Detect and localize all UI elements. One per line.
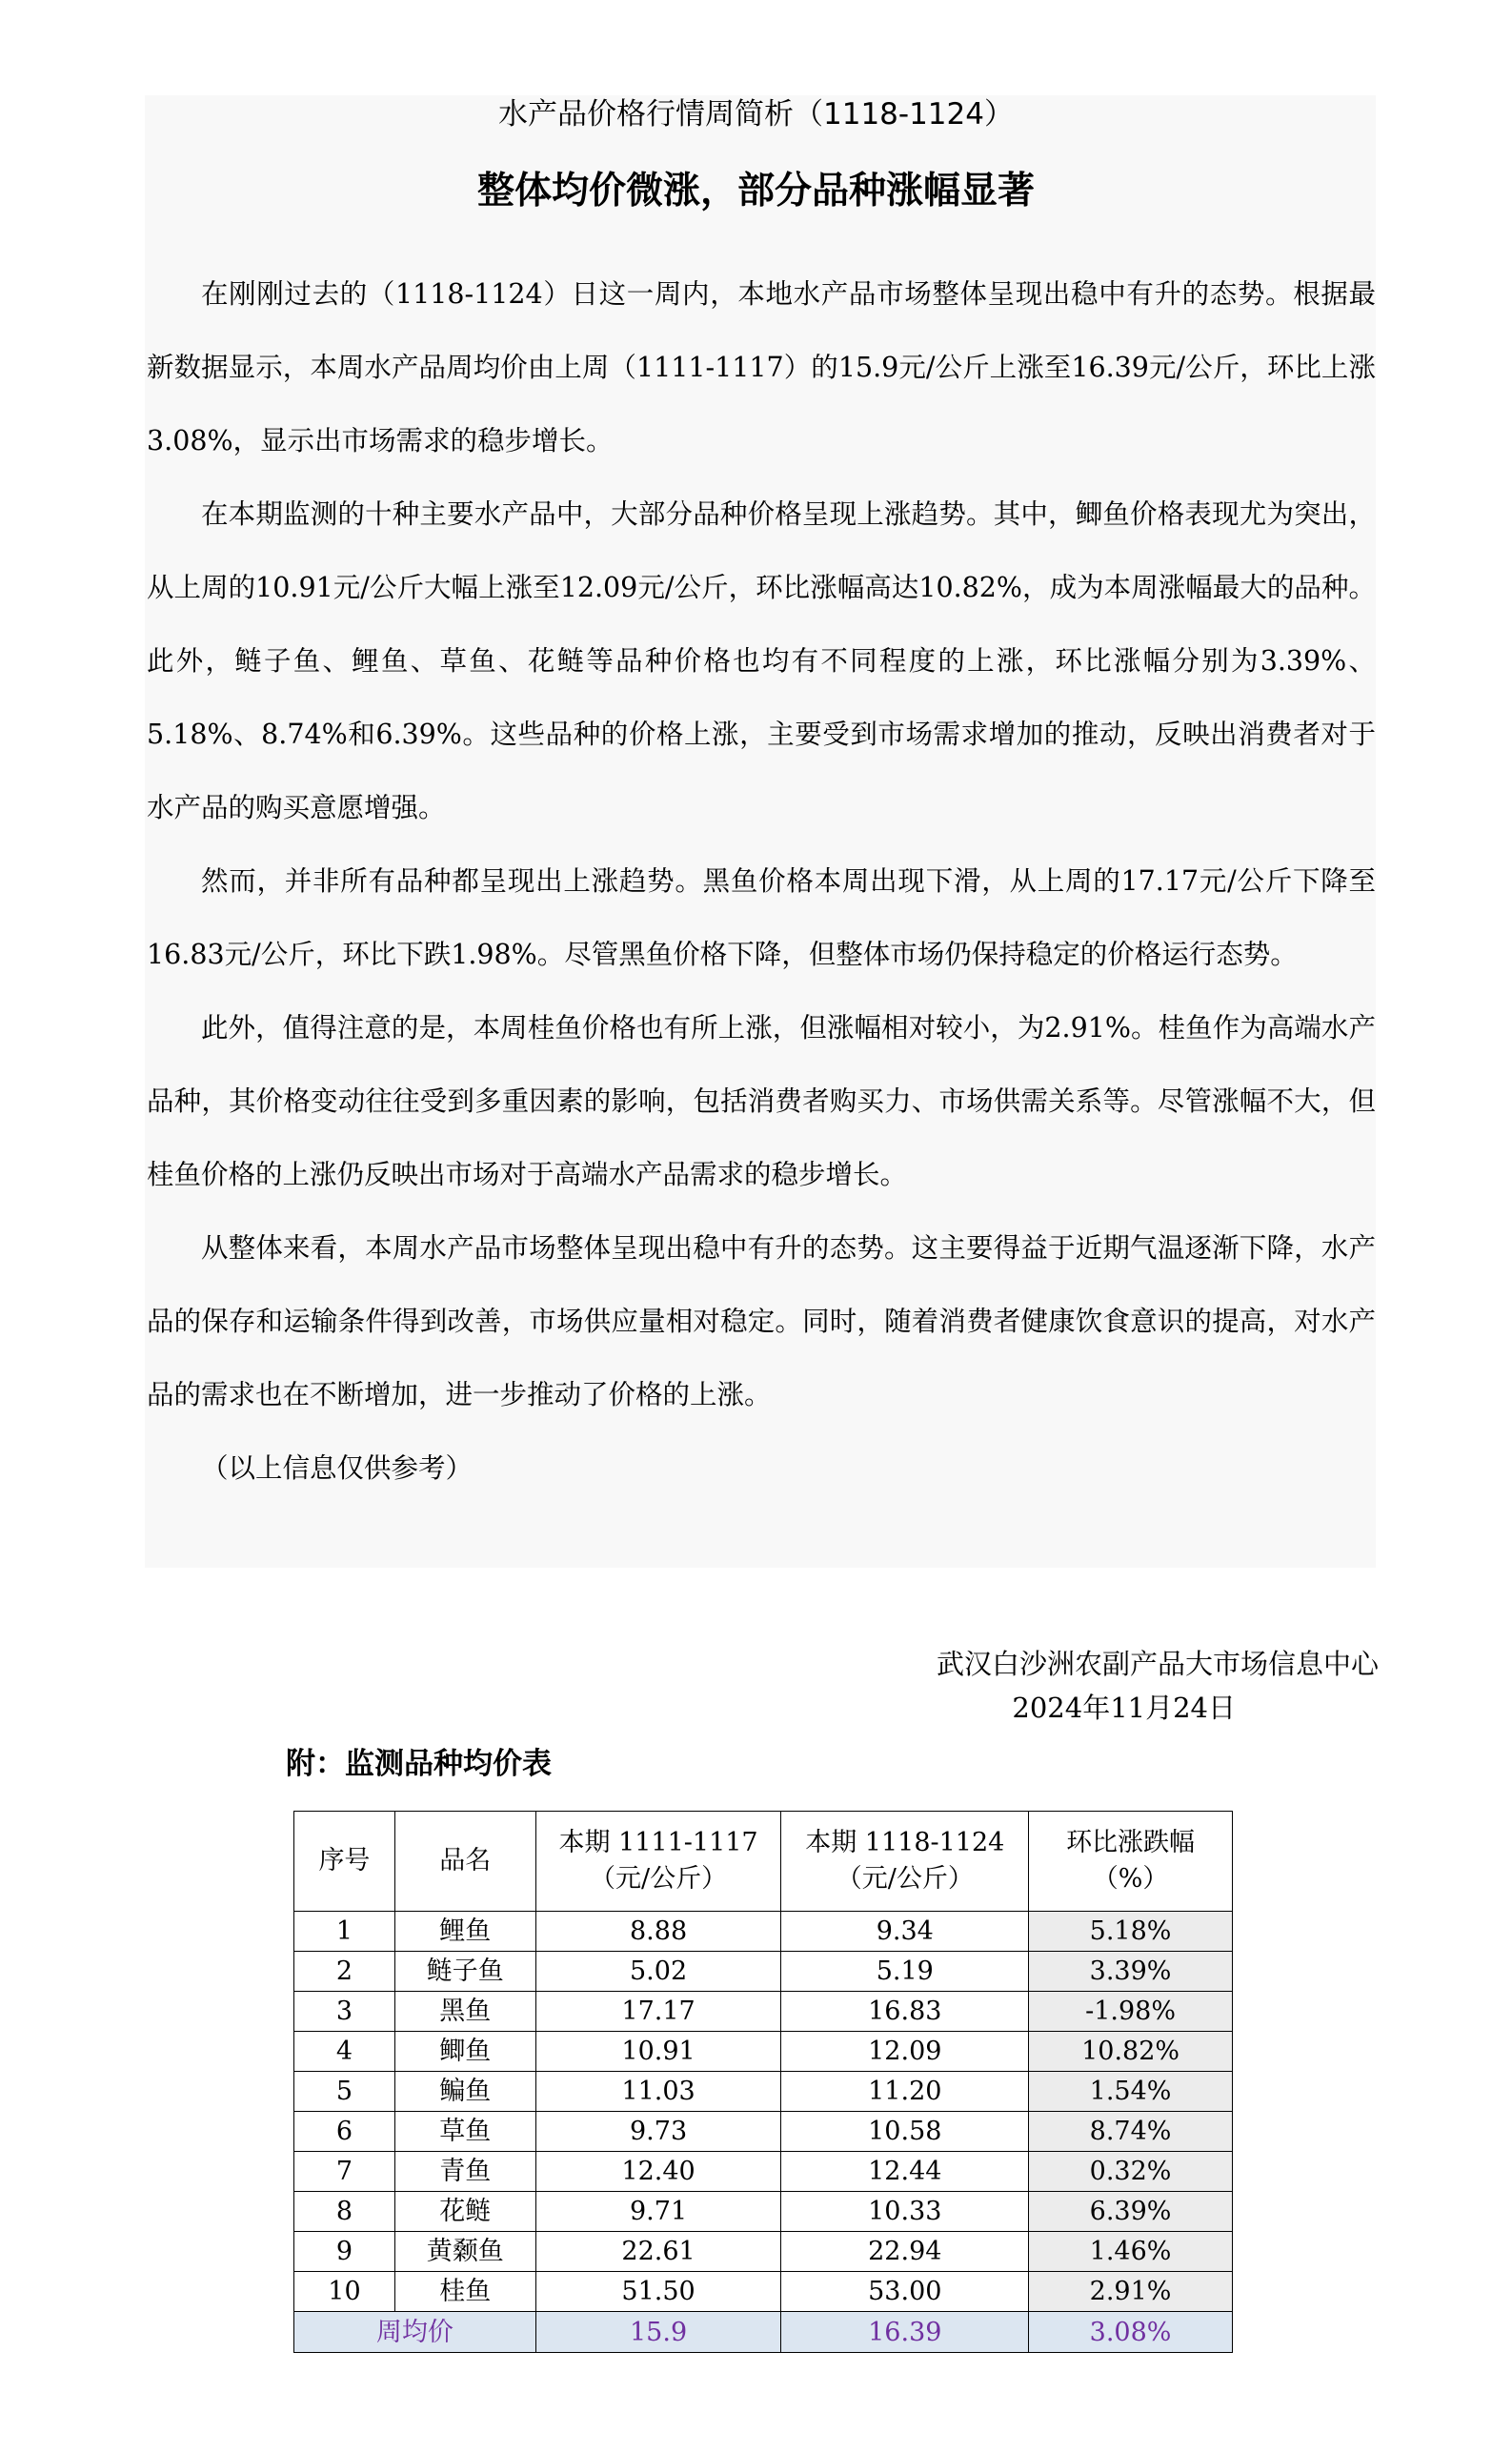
header-change-label: 环比涨跌幅 — [1066, 1828, 1196, 1857]
cell-curr: 22.94 — [781, 2232, 1029, 2272]
cell-curr: 10.33 — [781, 2192, 1029, 2232]
cell-change: 6.39% — [1029, 2192, 1233, 2232]
header-prev-price — [535, 1812, 781, 1912]
report-subtitle: 整体均价微涨，部分品种涨幅显著 — [476, 170, 1035, 213]
cell-curr: 16.83 — [781, 1992, 1029, 2032]
cell-index: 9 — [294, 2232, 395, 2272]
cell-change: 1.54% — [1029, 2072, 1233, 2112]
header-change — [1029, 1812, 1233, 1912]
cell-index: 10 — [294, 2272, 395, 2312]
cell-name: 花鲢 — [394, 2192, 535, 2232]
paragraph-summary: 从整体来看，本周水产品市场整体呈现出稳中有升的态势。这主要得益于近期气温逐渐下降，水产品的保存和运输条件得到改善，市场供应量相对稳定。同时，随着消费者健康饮食意识的提高，对水产品的需求也在不断增加，进一步推动了价格的上涨。 — [147, 1232, 1376, 1410]
average-prev: 15.9 — [535, 2312, 781, 2353]
cell-change: 5.18% — [1029, 1912, 1233, 1952]
cell-prev: 17.17 — [535, 1992, 781, 2032]
cell-prev: 51.50 — [535, 2272, 781, 2312]
cell-change: 3.39% — [1029, 1952, 1233, 1992]
header-prev-unit: （元/公斤） — [590, 1864, 728, 1894]
header-prev-period: 本期 1111-1117 — [558, 1828, 758, 1857]
cell-index: 4 — [294, 2032, 395, 2072]
table-row — [294, 2192, 1233, 2232]
header-change-unit: （%） — [1092, 1864, 1169, 1894]
table-row — [294, 2032, 1233, 2072]
paragraph-black-fish: 然而，并非所有品种都呈现出上涨趋势。黑鱼价格本周出现下滑，从上周的17.17元/公斤下降至16.83元/公斤，环比下跌1.98%。尽管黑鱼价格下降，但整体市场仍保持稳定的价格运行态势。 — [147, 865, 1376, 970]
cell-prev: 11.03 — [535, 2072, 781, 2112]
table-row — [294, 2112, 1233, 2152]
cell-prev: 5.02 — [535, 1952, 781, 1992]
average-curr: 16.39 — [781, 2312, 1029, 2353]
paragraph-mandarin-fish: 此外，值得注意的是，本周桂鱼价格也有所上涨，但涨幅相对较小，为2.91%。桂鱼作为高端水产品种，其价格变动往往受到多重因素的影响，包括消费者购买力、市场供需关系等。尽管涨幅不大，但桂鱼价格的上涨仍反映出市场对于高端水产品需求的稳步增长。 — [147, 1012, 1376, 1190]
price-table — [293, 1811, 1233, 2353]
cell-change: 10.82% — [1029, 2032, 1233, 2072]
paragraph-rising-species: 在本期监测的十种主要水产品中，大部分品种价格呈现上涨趋势。其中，鲫鱼价格表现尤为突出，从上周的10.91元/公斤大幅上涨至12.09元/公斤，环比涨幅高达10.82%，成为本周涨幅最大的品种。此外，鲢子鱼、鲤鱼、草鱼、花鲢等品种价格也均有不同程度的上涨，环比涨幅分别为3.39%、5.18%、8.74%和6.39%。这些品种的价格上涨，主要受到市场需求增加的推动，反映出消费者对于水产品的购买意愿增强。 — [147, 498, 1376, 823]
average-label: 周均价 — [294, 2312, 536, 2353]
cell-name: 青鱼 — [394, 2152, 535, 2192]
table-row — [294, 1992, 1233, 2032]
table-row — [294, 2072, 1233, 2112]
cell-curr: 12.09 — [781, 2032, 1029, 2072]
cell-prev: 8.88 — [535, 1912, 781, 1952]
cell-index: 8 — [294, 2192, 395, 2232]
cell-name: 草鱼 — [394, 2112, 535, 2152]
cell-name: 黑鱼 — [394, 1992, 535, 2032]
table-header-row — [294, 1812, 1233, 1912]
cell-change: 8.74% — [1029, 2112, 1233, 2152]
cell-curr: 9.34 — [781, 1912, 1029, 1952]
cell-change: -1.98% — [1029, 1992, 1233, 2032]
cell-index: 2 — [294, 1952, 395, 1992]
cell-index: 5 — [294, 2072, 395, 2112]
header-index: 序号 — [294, 1812, 395, 1912]
header-curr-unit: （元/公斤） — [836, 1864, 974, 1894]
cell-change: 0.32% — [1029, 2152, 1233, 2192]
appendix-title: 附：监测品种均价表 — [286, 1747, 552, 1781]
paragraph-disclaimer: （以上信息仅供参考） — [201, 1452, 474, 1484]
header-curr-price — [781, 1812, 1029, 1912]
cell-index: 3 — [294, 1992, 395, 2032]
cell-curr: 10.58 — [781, 2112, 1029, 2152]
header-name: 品名 — [394, 1812, 535, 1912]
table-average-row — [294, 2312, 1233, 2353]
table-row — [294, 2152, 1233, 2192]
cell-name: 鲢子鱼 — [394, 1952, 535, 1992]
cell-curr: 53.00 — [781, 2272, 1029, 2312]
cell-curr: 5.19 — [781, 1952, 1029, 1992]
cell-prev: 9.73 — [535, 2112, 781, 2152]
report-title: 水产品价格行情周简析（1118-1124） — [498, 97, 1014, 132]
table-row — [294, 1912, 1233, 1952]
cell-name: 鲫鱼 — [394, 2032, 535, 2072]
cell-curr: 11.20 — [781, 2072, 1029, 2112]
cell-prev: 9.71 — [535, 2192, 781, 2232]
cell-name: 鳊鱼 — [394, 2072, 535, 2112]
cell-change: 2.91% — [1029, 2272, 1233, 2312]
cell-curr: 12.44 — [781, 2152, 1029, 2192]
header-curr-period: 本期 1118-1124 — [805, 1828, 1005, 1857]
cell-name: 黄颡鱼 — [394, 2232, 535, 2272]
cell-index: 7 — [294, 2152, 395, 2192]
table-row — [294, 2232, 1233, 2272]
report-body — [147, 257, 1376, 1505]
paragraph-overview: 在刚刚过去的（1118-1124）日这一周内，本地水产品市场整体呈现出稳中有升的态势。根据最新数据显示，本周水产品周均价由上周（1111-1117）的15.9元/公斤上涨至16.39元/公斤，环比上涨3.08%，显示出市场需求的稳步增长。 — [147, 278, 1376, 456]
cell-name: 鲤鱼 — [394, 1912, 535, 1952]
average-change: 3.08% — [1029, 2312, 1233, 2353]
cell-change: 1.46% — [1029, 2232, 1233, 2272]
signature-organization: 武汉白沙洲农副产品大市场信息中心 — [936, 1648, 1379, 1680]
table-row — [294, 2272, 1233, 2312]
signature-date: 2024年11月24日 — [1012, 1692, 1236, 1724]
table-row — [294, 1952, 1233, 1992]
cell-prev: 12.40 — [535, 2152, 781, 2192]
cell-prev: 22.61 — [535, 2232, 781, 2272]
cell-index: 6 — [294, 2112, 395, 2152]
cell-index: 1 — [294, 1912, 395, 1952]
cell-name: 桂鱼 — [394, 2272, 535, 2312]
cell-prev: 10.91 — [535, 2032, 781, 2072]
